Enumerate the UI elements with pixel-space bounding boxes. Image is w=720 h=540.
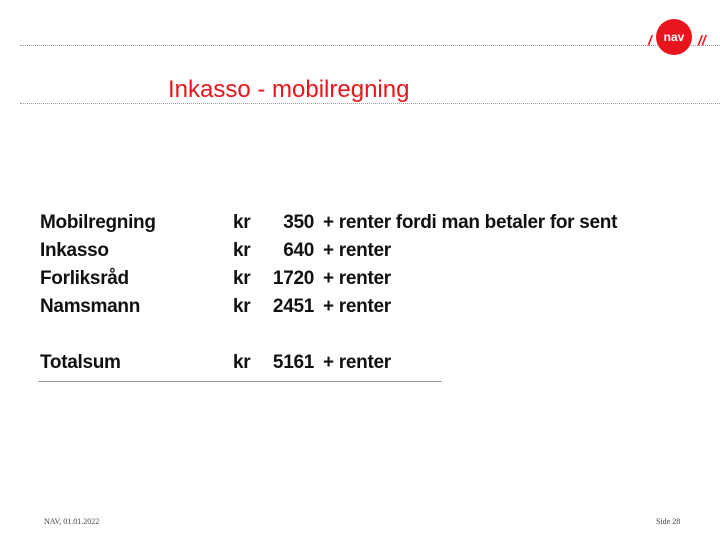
logo-slash-right: //: [698, 32, 706, 48]
footer-date: NAV, 01.01.2022: [44, 517, 100, 526]
logo-circle: [656, 19, 692, 55]
row-label: Inkasso: [40, 240, 109, 261]
title-dotted-divider: [20, 103, 720, 104]
slide-title: Inkasso - mobilregning: [168, 76, 410, 103]
row-note: + renter fordi man betaler for sent: [323, 212, 618, 233]
table-row: [38, 212, 618, 240]
table-row: [38, 268, 442, 296]
cost-table: [38, 212, 618, 380]
row-label: Namsmann: [40, 296, 141, 317]
total-row: [38, 352, 442, 380]
logo-text: nav: [663, 30, 685, 44]
row-note: + renter: [323, 268, 391, 289]
logo-slash-left: /: [648, 32, 652, 48]
total-currency: kr: [233, 352, 251, 373]
footer-page-number: Side 28: [656, 517, 681, 526]
row-currency: kr: [233, 296, 251, 317]
row-note: + renter: [323, 240, 391, 261]
total-underline: [38, 381, 442, 382]
row-currency: kr: [233, 268, 251, 289]
row-amount: 1720: [272, 268, 314, 289]
row-amount: 2451: [272, 296, 314, 317]
row-amount: 640: [283, 240, 314, 261]
row-note: + renter: [323, 296, 391, 317]
row-spacer: [38, 324, 442, 352]
total-note: + renter: [323, 352, 391, 373]
table-row: [38, 240, 442, 268]
total-label: Totalsum: [40, 352, 121, 373]
total-amount: 5161: [272, 352, 314, 373]
header-dotted-divider: [20, 45, 720, 46]
row-label: Forliksråd: [40, 268, 129, 289]
row-currency: kr: [233, 240, 251, 261]
row-currency: kr: [233, 212, 251, 233]
row-amount: 350: [283, 212, 314, 233]
table-row: [38, 296, 442, 324]
row-label: Mobilregning: [40, 212, 156, 233]
nav-logo: [648, 17, 712, 55]
